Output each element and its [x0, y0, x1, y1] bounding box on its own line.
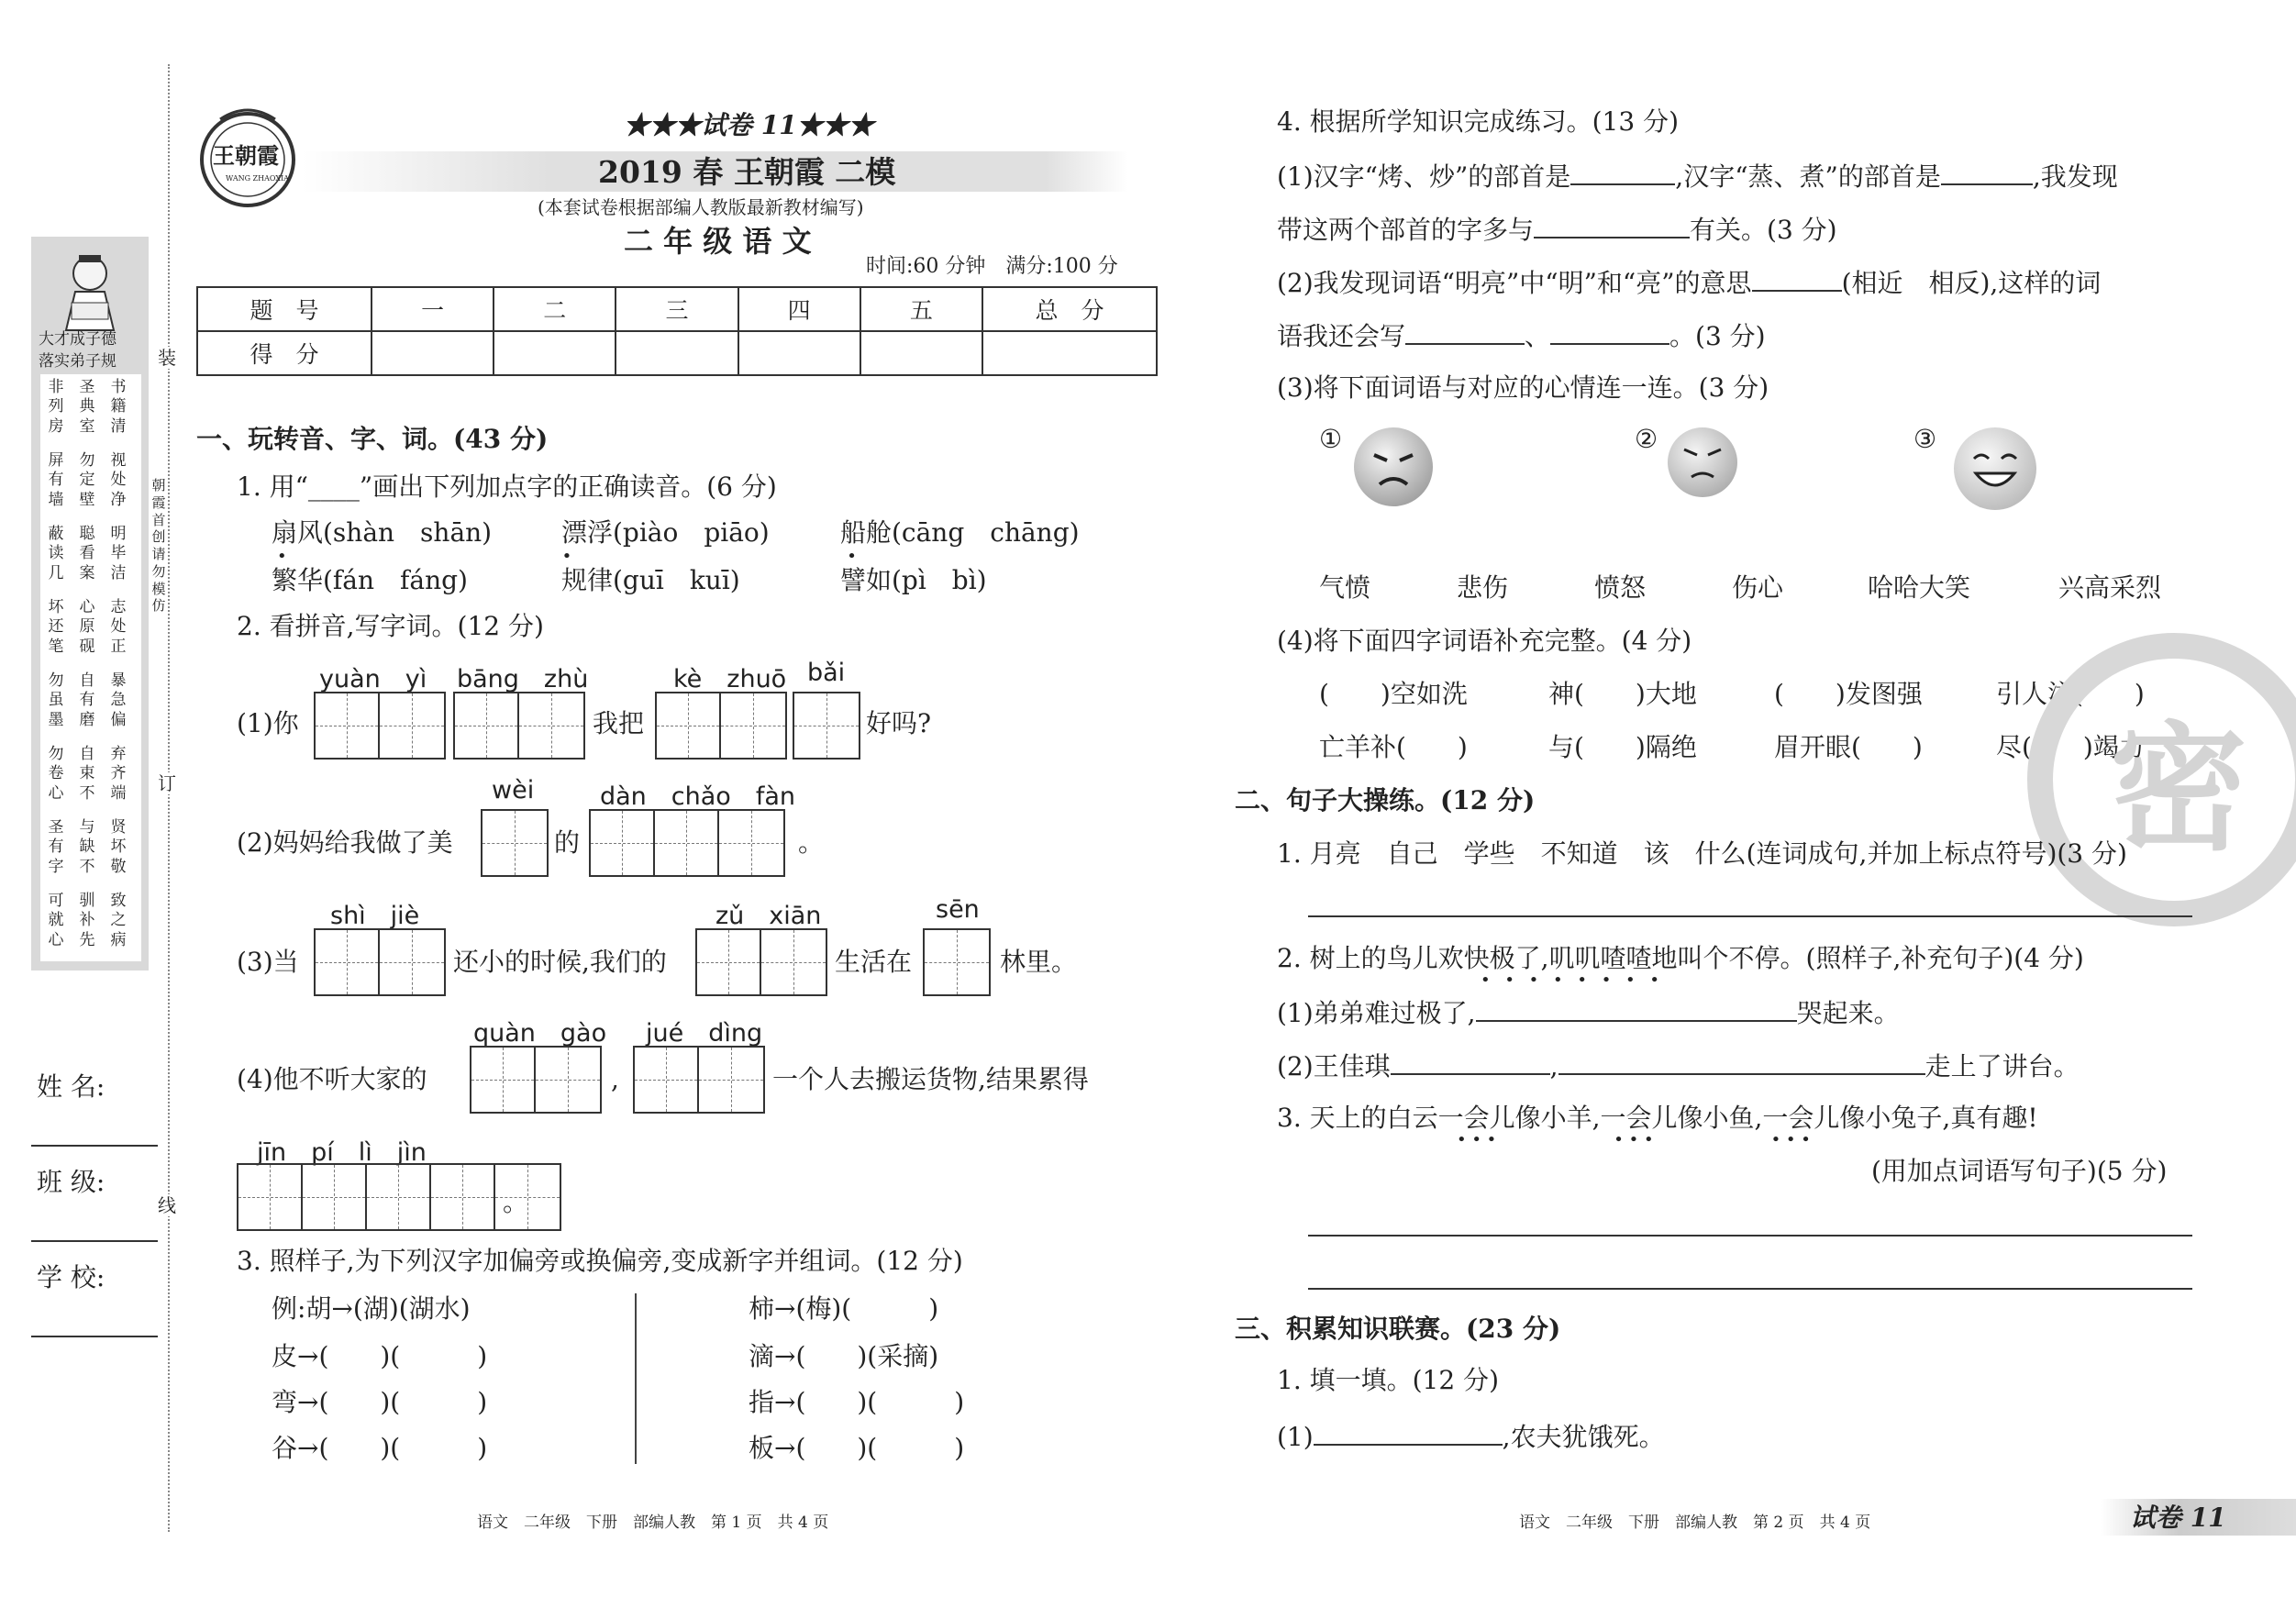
- q3-left-3: 弯→( )( ): [272, 1387, 488, 1417]
- verse-column-8: 聪看案: [79, 525, 95, 582]
- verse-column-3: 书籍清: [110, 378, 127, 436]
- fold-note: 朝霞首创 请勿模仿: [151, 477, 180, 615]
- q2-2-text-c: 。: [798, 827, 825, 858]
- verse-column-14: 自有磨: [79, 671, 95, 729]
- name-field[interactable]: [31, 1145, 158, 1147]
- q2-1-text-c: 好吗?: [866, 708, 932, 738]
- q2-3-pinyin-3: sēn: [936, 895, 980, 924]
- mood-1: 气愤: [1319, 572, 1371, 603]
- verse-column-18: 弃齐端: [110, 745, 127, 803]
- s3-prompt: 3. 天上的白云一会儿像小羊,一会儿像小鱼,一会儿像小兔子,真有趣!: [1277, 1103, 2038, 1133]
- q3-right-1: 柿→(梅)( ): [749, 1293, 939, 1324]
- score-head-5: 五: [860, 287, 982, 331]
- q3-divider: [635, 1293, 637, 1464]
- score-head-4: 四: [738, 287, 860, 331]
- q2-1-pinyin-2: bāng zhù: [457, 665, 589, 693]
- q2-1-pinyin-3: kè zhuō: [673, 665, 787, 693]
- q4-3-prompt: (3)将下面词语与对应的心情连一连。(3 分): [1277, 372, 1769, 403]
- mood-4: 伤心: [1732, 572, 1784, 603]
- verse-column-4: 屏有墙: [48, 451, 64, 509]
- q1-dot-marks: • • •: [277, 547, 857, 566]
- score-row-label: 得 分: [197, 331, 372, 375]
- q1-item-5: 规律(guī kuī): [561, 565, 740, 595]
- q4-1-blank-3[interactable]: [1534, 213, 1690, 238]
- score-cell-total[interactable]: [982, 331, 1157, 375]
- paper-number-stars: ★★★试卷 11★★★: [624, 110, 874, 140]
- q4-2-line-2: [1277, 319, 1766, 352]
- verse-column-12: 志处正: [110, 598, 127, 656]
- verse-column-20: 与缺不: [79, 818, 95, 876]
- face-label-2: ②: [1635, 424, 1658, 454]
- q2-4-box-2[interactable]: [633, 1046, 765, 1114]
- q3-right-2: 滴→( )(采摘): [749, 1341, 939, 1371]
- score-head-1: 一: [372, 287, 494, 331]
- s3-answer-line-1[interactable]: [1308, 1235, 2192, 1237]
- sidebar-motto-1: 大才成子德: [39, 330, 116, 349]
- logo-sub: WANG ZHAOXIA: [226, 174, 289, 183]
- s2-1-text-b: 哭起来。: [1796, 998, 1900, 1028]
- s2-2-text-a: (2)王佳琪: [1277, 1051, 1391, 1081]
- q4-1-line: [1277, 160, 2118, 193]
- name-label: 姓 名:: [37, 1071, 105, 1102]
- logo-text: 王朝霞: [213, 142, 279, 169]
- q2-4-text-b: ,: [611, 1064, 619, 1094]
- s2-2-blank-1[interactable]: [1391, 1049, 1550, 1075]
- q1-item-3: 船舱(cāng chāng): [840, 517, 1080, 548]
- verse-column-24: 致之病: [110, 892, 127, 949]
- score-head-2: 二: [494, 287, 616, 331]
- scholar-figure-icon: [48, 248, 132, 332]
- class-field[interactable]: [31, 1240, 158, 1242]
- class-label: 班 级:: [37, 1167, 105, 1197]
- q2-1-text-b: 我把: [593, 708, 645, 738]
- q2-1-box-3[interactable]: [655, 692, 787, 760]
- q4-1-blank-2[interactable]: [1941, 160, 2033, 185]
- q3-right-3: 指→( )( ): [749, 1387, 965, 1417]
- score-cell-1[interactable]: [372, 331, 494, 375]
- f1-1-text-a: (1): [1277, 1422, 1314, 1452]
- q4-2-blank-2[interactable]: [1405, 319, 1525, 345]
- paper-title: 2019 春 王朝霞 二模: [598, 154, 896, 190]
- left-footer: 语文 二年级 下册 部编人教 第 1 页 共 4 页: [477, 1514, 829, 1532]
- s3-dot-marks: • • • • • • • • •: [1457, 1130, 1811, 1149]
- fold-mark-xian: 线: [158, 1194, 176, 1216]
- f1-1-text-b: ,农夫犹饿死。: [1502, 1422, 1665, 1452]
- s3-note: (用加点词语写句子)(5 分): [1871, 1156, 2168, 1186]
- q4-1-text-d: 带这两个部首的字多与: [1277, 215, 1535, 245]
- verse-column-2: 圣典室: [79, 378, 95, 436]
- f1-prompt: 1. 填一填。(12 分): [1277, 1365, 1499, 1395]
- q2-3-text-c: 生活在: [835, 947, 913, 977]
- q4-2-text-d: 、: [1525, 321, 1551, 351]
- angry-face-icon: [1354, 427, 1433, 506]
- q2-4-text-d: 。: [503, 1187, 529, 1217]
- score-head-3: 三: [616, 287, 738, 331]
- q2-3-text-b: 还小的时候,我们的: [453, 947, 667, 977]
- time-info: 时间:60 分钟 满分:100 分: [866, 255, 1118, 278]
- q2-3-pinyin-2: zǔ xiān: [715, 902, 822, 930]
- paper-tag: 试卷 11: [2130, 1503, 2226, 1533]
- q2-4-pinyin-3: jīn pí lì jìn: [257, 1138, 427, 1167]
- s2-1-text-a: (1)弟弟难过极了,: [1277, 998, 1476, 1028]
- verse-column-9: 明毕洁: [110, 525, 127, 582]
- q2-1-box-1[interactable]: [314, 692, 446, 760]
- s2-2-text-b: ,: [1549, 1051, 1558, 1081]
- q3-prompt: 3. 照样子,为下列汉字加偏旁或换偏旁,变成新字并组词。(12 分): [237, 1246, 963, 1276]
- idiom-6: 与( )隔绝: [1548, 732, 1697, 762]
- q4-1-text-c: ,我发现: [2032, 161, 2118, 192]
- q2-3-box-2[interactable]: [695, 928, 827, 996]
- q4-2-blank-3[interactable]: [1550, 319, 1669, 345]
- q4-2-blank-1[interactable]: [1752, 266, 1842, 292]
- fold-line: [168, 64, 170, 1532]
- q4-2-text-e: 。(3 分): [1669, 321, 1766, 351]
- section-1-heading: 一、玩转音、字、词。(43 分): [196, 424, 549, 454]
- q1-item-6: 譬如(pì bì): [840, 565, 987, 595]
- q2-3-pinyin-1: shì jiè: [330, 902, 420, 930]
- q2-4-pinyin-2: jué dìng: [646, 1019, 763, 1048]
- idiom-2: 神( )大地: [1548, 679, 1697, 709]
- q2-4-pinyin-1: quàn gào: [473, 1019, 607, 1048]
- q2-4-text-a: (4)他不听大家的: [237, 1064, 427, 1094]
- q4-1-text-a: (1)汉字“烤、炒”的部首是: [1277, 161, 1571, 192]
- verse-column-1: 非列房: [48, 378, 64, 436]
- idiom-1: ( )空如洗: [1319, 679, 1468, 709]
- publisher-logo: [193, 101, 303, 211]
- q2-2-text-a: (2)妈妈给我做了美: [237, 827, 453, 858]
- q4-2-text-c: 语我还会写: [1277, 321, 1406, 351]
- verse-column-23: 驯补先: [79, 892, 95, 949]
- s2-2-blank-2[interactable]: [1558, 1049, 1925, 1075]
- q4-4-prompt: (4)将下面四字词语补充完整。(4 分): [1277, 626, 1692, 656]
- q2-3-text-a: (3)当: [237, 947, 299, 977]
- s1-answer-line[interactable]: [1308, 915, 2192, 917]
- fold-mark-zhuang: 装: [158, 347, 176, 369]
- q1-item-2: 漂浮(piào piāo): [561, 517, 770, 548]
- verse-column-10: 坏还笔: [48, 598, 64, 656]
- score-cell-3[interactable]: [616, 331, 738, 375]
- school-label: 学 校:: [37, 1262, 105, 1292]
- q2-4-box-1[interactable]: [470, 1046, 602, 1114]
- mood-2: 悲伤: [1457, 572, 1509, 603]
- q4-1-text-e: 有关。(3 分): [1690, 215, 1837, 245]
- verse-column-11: 心原砚: [79, 598, 95, 656]
- q4-1-blank-1[interactable]: [1570, 160, 1675, 185]
- q2-2-box-2[interactable]: [589, 809, 785, 877]
- score-head-label: 题 号: [197, 287, 372, 331]
- idiom-5: 亡羊补( ): [1319, 732, 1468, 762]
- q3-left-4: 谷→( )( ): [272, 1433, 488, 1463]
- idiom-3: ( )发图强: [1774, 679, 1923, 709]
- school-field[interactable]: [31, 1336, 158, 1337]
- score-cell-5[interactable]: [860, 331, 982, 375]
- s2-1-line: [1277, 996, 1900, 1029]
- q3-left-1: 例:胡→(湖)(湖水): [272, 1293, 471, 1324]
- q2-2-pinyin-1: wèi: [492, 776, 535, 804]
- verse-column-19: 圣有字: [48, 818, 64, 876]
- s2-2-line: [1277, 1049, 2080, 1082]
- q2-3-text-d: 林里。: [1000, 947, 1078, 977]
- q1-prompt: 1. 用“____”画出下列加点字的正确读音。(6 分): [237, 471, 777, 502]
- q2-2-box-1[interactable]: [481, 809, 549, 877]
- q2-1-pinyin-1: yuàn yì: [319, 665, 427, 693]
- s2-dot-marks: • • • • • • • •: [1481, 970, 1659, 990]
- mood-6: 兴高采烈: [2058, 572, 2162, 603]
- q4-1-line-2: [1277, 213, 1837, 246]
- sad-face-icon: [1668, 427, 1737, 497]
- paper-subtitle: (本套试卷根据部编人教版最新教材编写): [538, 196, 864, 218]
- q1-item-1: 扇风(shàn shān): [272, 517, 493, 548]
- mood-3: 愤怒: [1594, 572, 1647, 603]
- sidebar-verse-grid: [40, 374, 141, 961]
- fold-mark-ding: 订: [158, 772, 176, 794]
- q2-1-box-2[interactable]: [453, 692, 585, 760]
- idiom-7: 眉开眼( ): [1774, 732, 1923, 762]
- q1-item-4: 繁华(fán fáng): [272, 565, 468, 595]
- f1-1-blank[interactable]: [1314, 1420, 1503, 1446]
- verse-column-22: 可就心: [48, 892, 64, 949]
- s3-answer-line-2[interactable]: [1308, 1288, 2192, 1290]
- score-cell-2[interactable]: [494, 331, 616, 375]
- right-footer: 语文 二年级 下册 部编人教 第 2 页 共 4 页: [1519, 1514, 1871, 1532]
- q2-2-pinyin-2: dàn chǎo fàn: [600, 782, 795, 811]
- s2-2-text-c: 走上了讲台。: [1924, 1051, 2080, 1081]
- verse-column-17: 自束不: [79, 745, 95, 803]
- score-table-header-row: [197, 287, 1157, 331]
- q4-2-text-a: (2)我发现词语“明亮”中“明”和“亮”的意思: [1277, 268, 1752, 298]
- idiom-8: 尽( )竭力: [1996, 732, 2145, 762]
- q2-2-text-b: 的: [554, 827, 581, 858]
- verse-column-15: 暴急偏: [110, 671, 127, 729]
- q4-prompt: 4. 根据所学知识完成练习。(13 分): [1277, 106, 1679, 137]
- laughing-face-icon: [1954, 427, 2036, 510]
- q3-right-4: 板→( )( ): [749, 1433, 965, 1463]
- q2-1-text-a: (1)你: [237, 708, 299, 738]
- q4-2-line: [1277, 266, 2101, 299]
- verse-column-7: 蔽读几: [48, 525, 64, 582]
- face-label-3: ③: [1913, 424, 1937, 454]
- score-table-score-row: [197, 331, 1157, 375]
- face-label-1: ①: [1319, 424, 1343, 454]
- q4-2-text-b: (相近 相反),这样的词: [1841, 268, 2102, 298]
- q2-3-box-1[interactable]: [314, 928, 446, 996]
- score-cell-4[interactable]: [738, 331, 860, 375]
- q3-left-2: 皮→( )( ): [272, 1341, 488, 1371]
- q2-prompt: 2. 看拼音,写字词。(12 分): [237, 611, 544, 641]
- q4-1-text-b: ,汉字“蒸、煮”的部首是: [1675, 161, 1941, 192]
- section-3-heading: 三、积累知识联赛。(23 分): [1235, 1314, 1561, 1344]
- verse-column-5: 勿定壁: [79, 451, 95, 509]
- q2-3-box-3[interactable]: [923, 928, 991, 996]
- q2-1-pinyin-4: bǎi: [807, 659, 846, 687]
- f1-1-line: [1277, 1420, 1665, 1453]
- score-head-total: 总 分: [982, 287, 1157, 331]
- q2-1-box-4[interactable]: [793, 692, 860, 760]
- sidebar-motto-2: 落实弟子规: [39, 352, 116, 371]
- section-2-heading: 二、句子大操练。(12 分): [1235, 785, 1536, 815]
- s2-prompt: 2. 树上的鸟儿欢快极了,叽叽喳喳地叫个不停。(照样子,补充句子)(4 分): [1277, 943, 2084, 973]
- mood-5: 哈哈大笑: [1868, 572, 1971, 603]
- verse-column-21: 贤坏敬: [110, 818, 127, 876]
- idiom-4: 引人注( ): [1996, 679, 2145, 709]
- verse-column-6: 视处净: [110, 451, 127, 509]
- s1-prompt: 1. 月亮 自己 学些 不知道 该 什么(连词成句,并加上标点符号)(3 分): [1277, 838, 2127, 869]
- score-table: [196, 286, 1158, 376]
- secret-seal-text: 密: [2110, 708, 2248, 870]
- subject-title: 二 年 级 语 文: [624, 224, 812, 259]
- verse-column-16: 勿卷心: [48, 745, 64, 803]
- q2-4-text-c: 一个人去搬运货物,结果累得: [772, 1064, 1089, 1094]
- s2-1-blank[interactable]: [1476, 996, 1797, 1022]
- verse-column-13: 勿虽墨: [48, 671, 64, 729]
